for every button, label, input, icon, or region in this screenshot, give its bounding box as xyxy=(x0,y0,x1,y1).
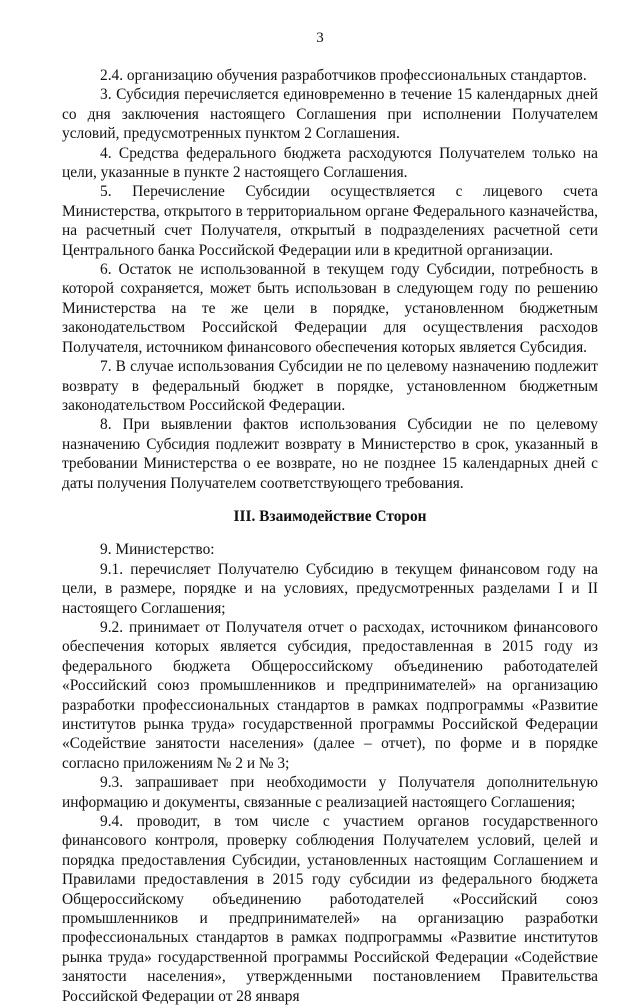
paragraph-2-4: 2.4. организацию обучения разработчиков профессиональных стандартов. xyxy=(100,67,587,84)
paragraph-8: 8. При выявлении фактов использования Субсидии не по целевому назначению Субсидия подлежит возврату в Министерство в срок, указанный в требовании Министерства о ее возврате, но не позднее 15 календарных дней с даты получения Получателем соответствующего требования. xyxy=(62,416,598,492)
document-body xyxy=(62,66,598,1006)
paragraph-9-4: 9.4. проводит, в том числе с участием органов государственного финансового контроля, проверку соблюдения Получателем условий, целей и порядка предоставления Субсидии, установленных настоящим Соглашением и Правилами предоставления в 2015 году субсидии из федерального бюджета Общероссийскому объединению работодателей «Российский союз промышленников и предпринимателей» на организацию разработки профессиональных стандартов в рамках подпрограммы «Развитие институтов рынка труда» государственной программы Российской Федерации «Содействие занятости населения», утвержденными постановлением Правительства Российской Федерации от 28 января xyxy=(62,813,598,1005)
section-heading: III. Взаимодействие Сторон xyxy=(233,507,427,525)
paragraph-7: 7. В случае использования Субсидии не по целевому назначению подлежит возврату в федеральный бюджет в порядке, установленном бюджетным законодательством Российской Федерации. xyxy=(62,358,598,414)
page-number: 3 xyxy=(316,30,324,46)
paragraph-9-2: 9.2. принимает от Получателя отчет о расходах, источником финансового обеспечения которых является субсидия, предоставленная в 2015 году из федерального бюджета Общероссийскому объединению работодателей «Российский союз промышленников и предпринимателей» на организацию разработки профессиональных стандартов в рамках подпрограммы «Развитие институтов рынка труда» государственной программы Российской Федерации «Содействие занятости населения» (далее – отчет), по форме и в порядке согласно приложениям № 2 и № 3; xyxy=(62,618,598,772)
paragraph-9: 9. Министерство: xyxy=(100,541,215,559)
paragraph-6: 6. Остаток не использованной в текущем году Субсидии, потребность в которой сохраняется, может быть использован в следующем году по решению Министерства на те же цели в порядке, установленном бюджетным законодательством Российской Федерации для осуществления расходов Получателя, источником финансового обеспечения которых является Субсидия. xyxy=(62,261,598,356)
paragraph-3: 3. Субсидия перечисляется единовременно в течение 15 календарных дней со дня заключения настоящего Соглашения при исполнении Получателем условий, предусмотренных пунктом 2 Соглашения. xyxy=(62,86,598,143)
paragraph-5: 5. Перечисление Субсидии осуществляется с лицевого счета Министерства, открытого в территориальном органе Федерального казначейства, на расчетный счет Получателя, открытый в подразделениях расчетной сети Центрального банка Российской Федерации или в кредитной организации. xyxy=(62,183,598,259)
paragraph-9-3: 9.3. запрашивает при необходимости у Получателя дополнительную информацию и документы, связанные с реализацией настоящего Соглашения; xyxy=(62,774,598,811)
paragraph-4: 4. Средства федерального бюджета расходуются Получателем только на цели, указанные в пункте 2 настоящего Соглашения. xyxy=(62,144,598,182)
paragraph-9-1: 9.1. перечисляет Получателю Субсидию в текущем финансовом году на цели, в размере, порядке и на условиях, предусмотренных разделами I и II настоящего Соглашения; xyxy=(62,560,598,617)
